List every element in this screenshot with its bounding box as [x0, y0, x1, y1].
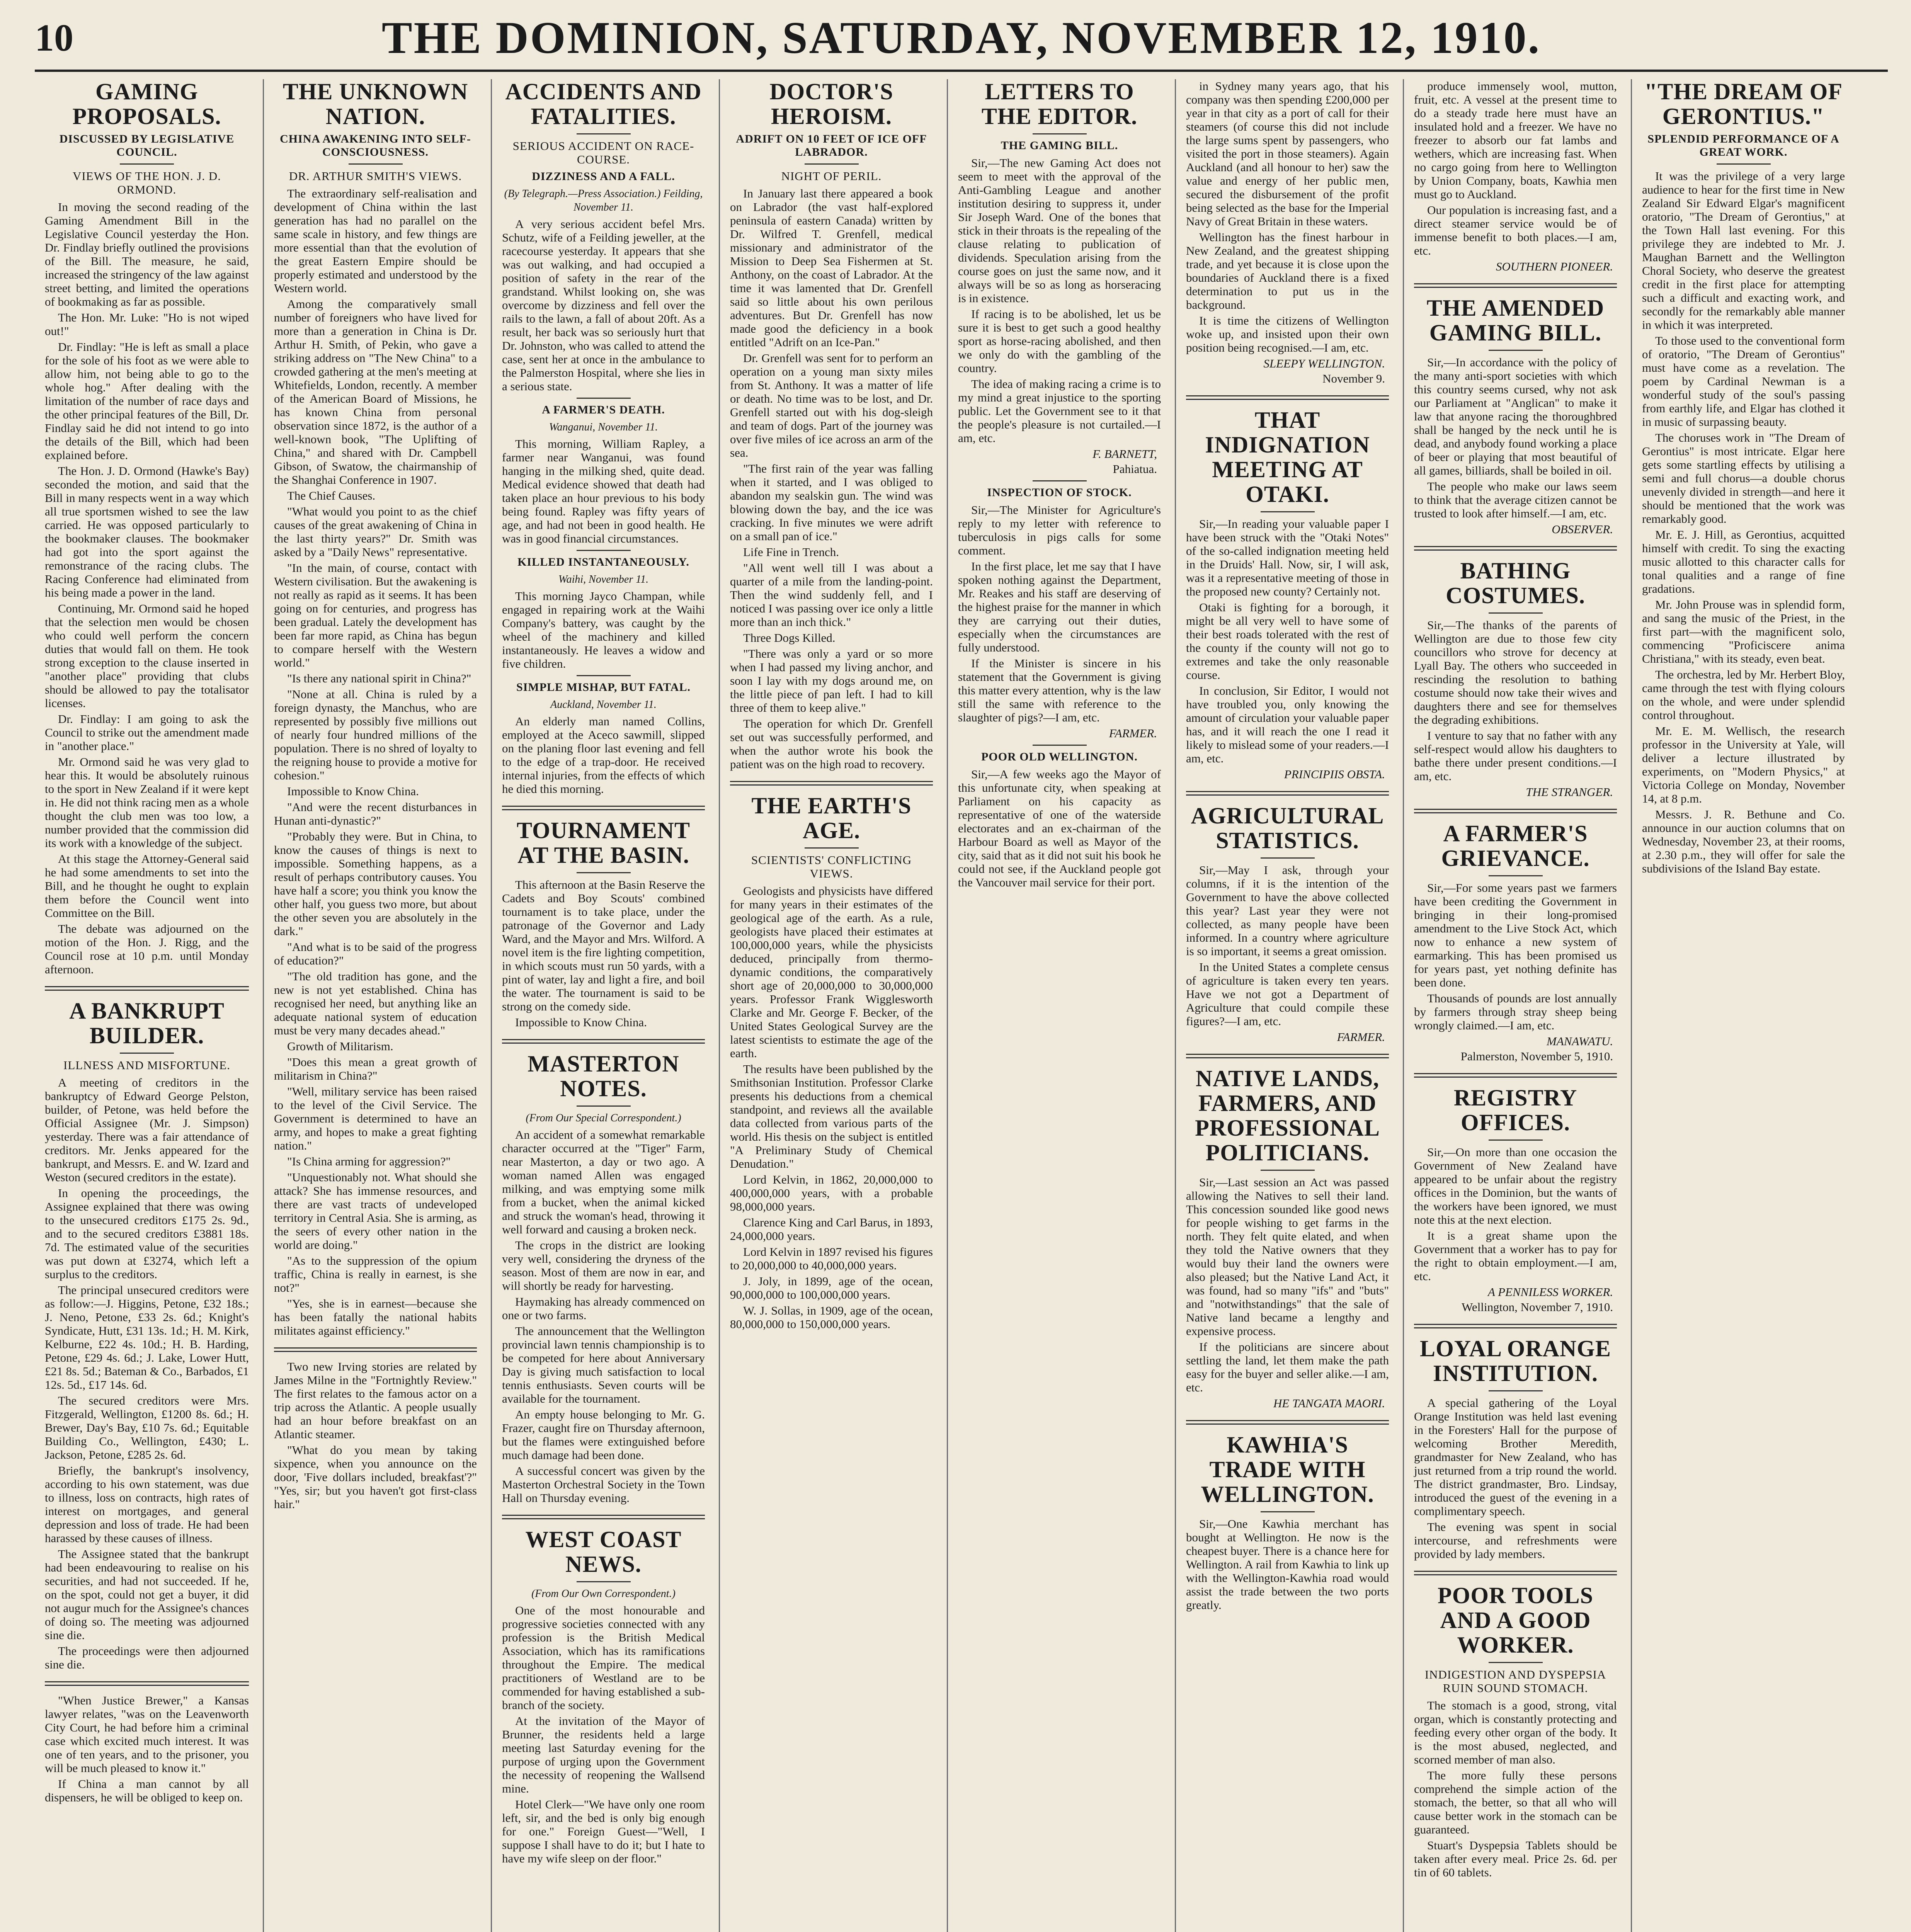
article-kicker: NIGHT OF PERIL. — [781, 169, 882, 183]
article-paragraph: Three Dogs Killed. — [743, 631, 836, 645]
headline-rule — [1717, 163, 1771, 165]
article-headline: POOR TOOLS AND A GOOD WORKER. — [1438, 1583, 1593, 1658]
article-paragraph: J. Joly, in 1899, age of the ocean, 90,000,000 to 100,000,000 years. — [730, 1274, 933, 1301]
article-paragraph: Geologists and physicists have differed for many years in their estimates of the geological age of the earth. As a rule, geologists have placed their estimates at 100,000,000 years, while the physicists deduced, principally from thermo-dynamic conditions, the comparatively short age of 20,000,000 to 30,000,000 years. Professor Frank Wigglesworth Clarke and Mr. George F. Becker, of the United States Geological Survey are the latest scientists to estimate the age of the earth. — [730, 884, 933, 1060]
article-paragraph: Life Fine in Trench. — [743, 545, 839, 559]
article-paragraph: The principal unsecured creditors were as follow:—J. Higgins, Petone, £32 18s.; J. Neno, Petone, £33 2s. 6d.; Knight's Syndicate, Hutt, £31 13s. 1d.; H. M. Kirk, Kelburne, £22 4s. 10d.; H. B. Harding, Petone, £29 4s. 6d.; J. Lake, Lower Hutt, £21 8s. 5d.; Bateman & Co., Barbados, £1 12s. 5d., £17 14s. 6d. — [45, 1283, 249, 1391]
article-headline: MASTERTON NOTES. — [528, 1051, 679, 1101]
article — [730, 79, 933, 771]
article-paragraph: Mr. E. M. Wellisch, the research professor in the University at Yale, will deliver a lecture illustrated by experiments, on "Modern Physics," at Victoria College on Monday, November 14, at 8 p.m. — [1642, 724, 1845, 805]
article-paragraph: The announcement that the Wellington provincial lawn tennis championship is to be competed for here about Anniversary Day is giving much satisfaction to local tennis enthusiasts. Seven courts will be available for the tournament. — [502, 1324, 705, 1405]
article — [1414, 809, 1617, 1063]
subsection-paragraph: In the first place, let me say that I have spoken nothing against the Department, Mr. Reakes and his staff are deserving of the highest praise for the manner in which they are carrying out their duties, especially when the circumstances are fully understood. — [958, 560, 1161, 654]
article-paragraph: A special gathering of the Loyal Orange Institution was held last evening in the Foresters' Hall for the purpose of welcoming Brother Meredith, grandmaster for New Zealand, who has just returned from a trip round the world. The district grandmaster, Bro. Lindsay, introduced the guest of the evening in a complimentary speech. — [1414, 1396, 1617, 1518]
column-1 — [35, 79, 259, 1932]
subsection-dateline: (By Telegraph.—Press Association.) Feilding, November 11. — [504, 188, 703, 213]
article-paragraph: The crops in the district are looking very well, considering the dryness of the season. Most of them are now in ear, and will shortly be ready for harvesting. — [502, 1238, 705, 1293]
letter-signature: FARMER. — [1109, 726, 1157, 740]
article-kicker: SCIENTISTS' CONFLICTING VIEWS. — [751, 853, 912, 880]
article-divider — [502, 1039, 705, 1044]
article-paragraph: "Is there any national spirit in China?" — [287, 672, 471, 685]
article-headline: ACCIDENTS AND FATALITIES. — [505, 79, 702, 129]
article-paragraph: Dr. Grenfell was sent for to perform an operation on a young man sixty miles from St. Anthony. It was a matter of life or death. No time was to be lost, and Dr. Grenfell started out with his dog-sleigh and team of dogs. Part of the journey was over five miles of ice across an arm of the sea. — [730, 351, 933, 459]
article-paragraph: Mr. Ormond said he was very glad to hear this. It would be absolutely ruinous to the sport in New Zealand if it were kept in. He did not think racing men as a whole thought the club men was too low, a number provided that the commission did its work with a knowledge of the subject. — [45, 755, 249, 850]
letter-signature: SOUTHERN PIONEER. — [1496, 260, 1613, 273]
subsection-title: THE GAMING BILL. — [1001, 139, 1118, 152]
article — [1186, 79, 1389, 385]
article-headline: DOCTOR'S HEROISM. — [769, 79, 893, 129]
headline-rule — [1489, 875, 1543, 876]
article-divider — [1186, 1054, 1389, 1058]
letter-signature-place: Pahiatua. — [1113, 462, 1157, 476]
article-paragraph: Mr. John Prouse was in splendid form, and sang the music of the Priest, in the first part—with the magnificent solo, commencing "Proficiscere anima Christiana," with its steady, even beat. — [1642, 598, 1845, 665]
article-kicker: VIEWS OF THE HON. J. D. ORMOND. — [72, 169, 221, 196]
article — [45, 986, 249, 1671]
subsection-dateline: Waihi, November 11. — [558, 573, 649, 585]
article-dateline: (From Our Special Correspondent.) — [526, 1112, 681, 1124]
subsection-paragraph: Sir,—The new Gaming Act does not seem to meet with the approval of the Anti-Gambling League and another institution desiring to suppress it, under Sir Joseph Ward. One of the bones that stick in their throats is the repealing of the clause relating to publication of dividends. Speculation arising from the course goes on just the same now, and it always will be so as long as horseracing is in existence. — [958, 156, 1161, 305]
article-paragraph: Dr. Findlay: I am going to ask the Council to strike out the amendment made in "another place." — [45, 712, 249, 753]
article — [45, 79, 249, 976]
article-paragraph: Clarence King and Carl Barus, in 1893, 24,000,000 years. — [730, 1216, 933, 1243]
article-paragraph: Briefly, the bankrupt's insolvency, according to his own statement, was due to illness, loss on contracts, high rates of interest on mortgages, and general depression and loss of trade. He had been harassed by these causes of illness. — [45, 1464, 249, 1545]
article — [1186, 395, 1389, 781]
article — [1414, 1571, 1617, 1879]
article — [502, 1515, 705, 1865]
article-paragraph: "Well, military service has been raised to the level of the Civil Service. The Government is determined to have an army, and hopes to make a great fighting nation." — [274, 1085, 477, 1152]
article-paragraph: The orchestra, led by Mr. Herbert Bloy, came through the test with flying colours on the whole, and were under splendid control throughout. — [1642, 668, 1845, 722]
article-paragraph: "What do you mean by taking sixpence, when you announce on the door, 'Five dollars included, breakfast'?" "Yes, sir; but you haven't got first-class hair." — [274, 1443, 477, 1511]
article-paragraph: "As to the suppression of the opium traffic, China is really in earnest, is she not?" — [274, 1254, 477, 1294]
headline-rule — [1489, 1662, 1543, 1663]
article-paragraph: In moving the second reading of the Gaming Amendment Bill in the Legislative Council yesterday the Hon. Dr. Findlay briefly outlined the provisions of the Bill. The measure, he said, increased the stringency of the law against street betting, and limited the operations of bookmaking as far as possible. — [45, 200, 249, 308]
article — [958, 79, 1161, 889]
letter-signature: SLEEPY WELLINGTON. — [1263, 357, 1385, 370]
column-7 — [1403, 79, 1627, 1932]
subsection-title: A FARMER'S DEATH. — [542, 403, 665, 416]
article-divider — [1414, 809, 1617, 813]
subsection-paragraph: This morning, William Rapley, a farmer near Wanganui, was found hanging in the milking shed, quite dead. Medical evidence showed that death had taken place an hour previous to his body being found. Rapley was fifty years of age, and had not been in good health. He was in good financial circumstances. — [502, 437, 705, 545]
article-divider — [502, 1515, 705, 1519]
article-headline: A FARMER'S GRIEVANCE. — [1441, 821, 1590, 871]
headline-rule — [1489, 612, 1543, 614]
article-headline: "THE DREAM OF GERONTIUS." — [1644, 79, 1843, 129]
article-paragraph: Sir,—On more than one occasion the Government of New Zealand have appeared to be unfair about the registry offices in the Dominion, but the wants of the workers have been ignored, we must note this at the next election. — [1414, 1145, 1617, 1226]
article-headline: THE AMENDED GAMING BILL. — [1426, 295, 1605, 345]
article-paragraph: "The old tradition has gone, and the new is not yet established. China has recognised her need, but anything like an adequate national system of education must be very many decades ahead." — [274, 969, 477, 1037]
article-paragraph: The extraordinary self-realisation and development of China within the last generation has had no parallel on the same scale in history, and few things are more essential than that the evolution of the great Eastern Empire should be properly estimated and understood by the Western world. — [274, 187, 477, 295]
article-paragraph: The people who make our laws seem to think that the average citizen cannot be trusted to look after himself.—I am, etc. — [1414, 480, 1617, 520]
article-paragraph: The debate was adjourned on the motion of the Hon. J. Rigg, and the Council rose at 10 p.m. until Monday afternoon. — [45, 922, 249, 976]
article-paragraph: The evening was spent in social intercourse, and refreshments were provided by lady members. — [1414, 1520, 1617, 1561]
letter-signature: FARMER. — [1337, 1030, 1385, 1044]
article-divider — [1186, 395, 1389, 400]
column-8 — [1631, 79, 1855, 1932]
subsection-rule — [577, 550, 631, 551]
article-paragraph: "Unquestionably not. What should she attack? She has immense resources, and there are vast tracts of undeveloped territory in Central Asia. She is arming, as the seers of every other nation in the world are doing." — [274, 1170, 477, 1252]
article-paragraph: An accident of a somewhat remarkable character occurred at the "Tiger" Farm, near Masterton, a day or two ago. A woman named Allen was engaged milking, and was emptying some milk from a bucket, when the animal kicked and struck the woman's head, throwing it well forward and causing a broken neck. — [502, 1128, 705, 1236]
subsection-paragraph: This morning Jayco Champan, while engaged in repairing work at the Waihi Company's battery, was caught by the wheel of the machinery and killed instantaneously. He leaves a widow and five children. — [502, 589, 705, 670]
article-headline: A BANKRUPT BUILDER. — [69, 998, 225, 1048]
article-divider — [1414, 1571, 1617, 1575]
article-paragraph: "Probably they were. But in China, to know the causes of things is next to impossible. Something happens, as a result of perhaps contributory causes. You have half a score; you think you know the other half, you guess two more, but about the other seven you are absolutely in the dark." — [274, 830, 477, 938]
headline-rule — [120, 163, 174, 165]
article-paragraph: I venture to say that no father with any self-respect would allow his daughters to bathe there under present conditions.—I am, etc. — [1414, 729, 1617, 783]
article-paragraph: Sir,—Last session an Act was passed allowing the Natives to sell their land. This concession sounded like good news for people wishing to get farms in the north. They felt quite elated, and when they told the Native owners that they would buy their land the owners were also pleased; but the Native Land Act, it was found, had so many "ifs" and "buts" and "notwithstandings" that the sale of Native land became a lengthy and expensive process. — [1186, 1175, 1389, 1338]
letter-signature: HE TANGATA MAORI. — [1273, 1396, 1385, 1410]
subsection-paragraph: If racing is to be abolished, let us be sure it is best to get such a good healthy sport as horse-racing abolished, and then we only do with the gambling of the country. — [958, 307, 1161, 375]
article-paragraph: One of the most honourable and progressive societies connected with any profession is the British Medical Association, which has its ramifications throughout the Empire. The medical practitioners of Westland are to be commended for having established a sub-branch of the society. — [502, 1604, 705, 1712]
headline-rule — [1489, 1390, 1543, 1391]
article-headline: BATHING COSTUMES. — [1446, 558, 1585, 608]
article-paragraph: It is time the citizens of Wellington woke up, and insisted upon their own position being recognised.—I am, etc. — [1186, 314, 1389, 354]
article-paragraph: produce immensely wool, mutton, fruit, etc. A vessel at the present time to do a steady trade here must have an insulated hold and a freezer. We have no freezer to absorb our fat lambs and wethers, which are increasing fast. When no cargo going from here to Wellington by Union Company, boats, Kawhia men must go to Auckland. — [1414, 79, 1617, 201]
headline-rule — [805, 847, 859, 849]
article-divider — [1414, 283, 1617, 288]
article-paragraph: The Assignee stated that the bankrupt had been endeavouring to realise on his securities, and had not succeeded. If he, on the spot, could not get a buyer, it did not augur much for the Assignee's chances of doing so. The meeting was adjourned sine die. — [45, 1547, 249, 1642]
article — [1414, 1324, 1617, 1561]
article-paragraph: The Hon. Mr. Luke: "Ho is not wiped out!" — [45, 311, 249, 338]
article-headline: REGISTRY OFFICES. — [1453, 1085, 1577, 1135]
article-paragraph: in Sydney many years ago, that his company was then spending £200,000 per year in that city as a port of call for their steamers (of course this did not include the large sums spent by passengers, who visited the port in those steamers). Again Auckland (and all honour to her) saw the value and energy of her public men, secured the disbursement of the profit being selected as the base for the Imperial Navy of Great Britain in these waters. — [1186, 79, 1389, 228]
article-paragraph: The stomach is a good, strong, vital organ, which is constantly protecting and feeding every other organ of the body. It is the most abused, neglected, and scorned member of man also. — [1414, 1699, 1617, 1766]
article — [502, 79, 705, 796]
article-paragraph: The choruses work in "The Dream of Gerontius" is most intricate. Elgar here gets some startling effects by utilising a semi and full chorus—a double chorus unevenly divided in strength—and here it should be mentioned that the work was remarkably good. — [1642, 431, 1845, 526]
article — [1414, 546, 1617, 799]
letter-signature-place: Wellington, November 7, 1910. — [1462, 1300, 1613, 1314]
article-paragraph: Sir,—May I ask, through your columns, if it is the intention of the Government to have the above collected this year? Last year they were not collected, as many people have been informed. In a country where agriculture is so important, it seems a great omission. — [1186, 863, 1389, 958]
article-paragraph: At the invitation of the Mayor of Brunner, the residents held a large meeting last Saturday evening for the purpose of urging upon the Government the necessity of reopening the Wallsend mine. — [502, 1714, 705, 1795]
article-paragraph: "The first rain of the year was falling when it started, and I was obliged to abandon my sealskin gun. The wind was blowing down the bay, and the ice was cracking. In five minutes we were adrift on a small pan of ice." — [730, 462, 933, 543]
subsection-dateline: Wanganui, November 11. — [549, 421, 658, 433]
letter-signature: THE STRANGER. — [1526, 785, 1613, 799]
article — [1414, 79, 1617, 273]
article-paragraph: In the United States a complete census of agriculture is taken every ten years. Have we not got a Department of Agriculture that could compile these figures?—I am, etc. — [1186, 960, 1389, 1028]
article-paragraph: Growth of Militarism. — [287, 1039, 393, 1053]
letter-signature: MANAWATU. — [1546, 1034, 1613, 1048]
article-paragraph: Hotel Clerk—"We have only one room left, sir, and the bed is only big enough for one." Foreign Guest—"Well, I suppose I shall have to do it; but I hate to have my wife sleep on der floor." — [502, 1798, 705, 1865]
article-headline: NATIVE LANDS, FARMERS, AND PROFESSIONAL POLITICIANS. — [1195, 1066, 1380, 1165]
article — [1186, 1420, 1389, 1612]
headline-rule — [349, 163, 403, 165]
article-paragraph: Continuing, Mr. Ormond said he hoped that the selection men would be chosen who could well perform the concern duties that would fall on them. He took strong exception to the clause inserted in "another place" providing that clubs should be allowed to pay the totalisator licenses. — [45, 602, 249, 710]
article-paragraph: Sir,—For some years past we farmers have been crediting the Government in bringing in their long-promised amendment to the Live Stock Act, which now to enhance a new system of earmarking. This has been promised us for years past, yet nothing definite has been done. — [1414, 881, 1617, 989]
article-paragraph: A meeting of creditors in the bankruptcy of Edward George Pelston, builder, of Petone, was held before the Official Assignee (Mr. J. Simpson) yesterday. There was a fair attendance of creditors. Mr. Jenks appeared for the bankrupt, and Messrs. E. and W. Izard and Weston (secured creditors in the estate). — [45, 1076, 249, 1184]
subsection-rule — [1033, 745, 1087, 746]
article-paragraph: Impossible to Know China. — [287, 784, 419, 798]
article-paragraph: Sir,—One Kawhia merchant has bought at Wellington. He now is the cheapest buyer. There is a chance here for Wellington. A rail from Kawhia to link up with the Wellington-Kawhia road would assist the trade between the two ports greatly. — [1186, 1517, 1389, 1612]
article-paragraph: In conclusion, Sir Editor, I would not have troubled you, only knowing the amount of circulation your valuable paper has, and it will reach the one I read it likely to mislead some of your readers.—I am, etc. — [1186, 684, 1389, 765]
article-paragraph: "And were the recent disturbances in Hunan anti-dynastic?" — [274, 800, 477, 827]
headline-rule — [120, 1053, 174, 1054]
article-divider — [1186, 1420, 1389, 1425]
article-paragraph: This afternoon at the Basin Reserve the Cadets and Boy Scouts' combined tournament is to take place, under the patronage of the Governor and Lady Ward, and the Mayor and Mrs. Wilford. A novel item is the fire lighting competition, in which scouts must run 50 yards, with a pint of water, lay and light a fire, and boil the water. The tournament is said to be strong on the comedy side. — [502, 878, 705, 1013]
article-paragraph: It was the privilege of a very large audience to hear for the first time in New Zealand Sir Edward Elgar's magnificent oratorio, "The Dream of Gerontius," at the Town Hall last evening. For this privilege they are indebted to Mr. J. Maughan Barnett and the Wellington Choral Society, who deserve the greatest credit in the first place for attempting such a difficult and exacting work, and secondly for the remarkably able manner in which it was interpreted. — [1642, 169, 1845, 332]
subsection-paragraph: If the Minister is sincere in his statement that the Government is giving this matter every attention, why is the law still the same with reference to the slaughter of pigs?—I am, etc. — [958, 656, 1161, 724]
article-divider — [730, 781, 933, 786]
article-subhead: SPLENDID PERFORMANCE OF A GREAT WORK. — [1647, 133, 1840, 158]
article-paragraph: "None at all. China is ruled by a foreign dynasty, the Manchus, who are represented by possibly five millions out of nearly four hundred millions of the population. There is no shred of loyalty to the reigning house to provide a motive for cohesion." — [274, 687, 477, 782]
article-paragraph: Impossible to Know China. — [515, 1015, 647, 1029]
article-paragraph: An empty house belonging to Mr. G. Frazer, caught fire on Thursday afternoon, but the flames were extinguished before much damage had been done. — [502, 1408, 705, 1462]
article-paragraph: If the politicians are sincere about settling the land, let them make the path easy for the buyer and seller alike.—I am, etc. — [1186, 1340, 1389, 1394]
article-paragraph: Stuart's Dyspepsia Tablets should be taken after every meal. Price 2s. 6d. per tin of 60 tablets. — [1414, 1838, 1617, 1879]
article-headline: WEST COAST NEWS. — [525, 1527, 682, 1577]
article-paragraph: To those used to the conventional form of oratorio, "The Dream of Gerontius" must have come as a revelation. The poem by Cardinal Newman is a wonderful study of the soul's passing from earthly life, and Elgar has clothed it in music of surpassing beauty. — [1642, 334, 1845, 429]
article-paragraph: The secured creditors were Mrs. Fitzgerald, Wellington, £1200 8s. 6d.; H. Brewer, Day's Bay, £10 7s. 6d.; Equitable Building Co., Wellington, £430; L. Jackson, Petone, £285 2s. 6d. — [45, 1394, 249, 1461]
article-paragraph: Mr. E. J. Hill, as Gerontius, acquitted himself with credit. To sing the exacting music allotted to this character calls for tonal qualities and a range of fine gradations. — [1642, 528, 1845, 595]
article-paragraph: W. J. Sollas, in 1909, age of the ocean, 80,000,000 to 150,000,000 years. — [730, 1304, 933, 1331]
article-headline: LOYAL ORANGE INSTITUTION. — [1420, 1336, 1611, 1386]
headline-rule — [1261, 511, 1315, 512]
subsection-title: INSPECTION OF STOCK. — [987, 486, 1132, 499]
subsection-rule — [577, 675, 631, 676]
article-paragraph: Two new Irving stories are related by James Milne in the "Fortnightly Review." The first relates to the famous actor on a trip across the Atlantic. A people usually had an hour before breakfast on an Atlantic steamer. — [274, 1360, 477, 1441]
letter-signature-place: Palmerston, November 5, 1910. — [1460, 1049, 1613, 1063]
article-paragraph: "And what is to be said of the progress of education?" — [274, 940, 477, 967]
article-dateline: (From Our Own Correspondent.) — [531, 1588, 676, 1600]
article-kicker: DR. ARTHUR SMITH'S VIEWS. — [289, 169, 462, 183]
article-paragraph: The proceedings were then adjourned sine die. — [45, 1644, 249, 1671]
article-kicker: INDIGESTION AND DYSPEPSIA RUIN SOUND STOMACH. — [1424, 1668, 1606, 1695]
article-paragraph: "Yes, she is in earnest—because she has been fatally the national habits militates against efficiency." — [274, 1297, 477, 1337]
subsection-paragraph: The idea of making racing a crime is to my mind a great injustice to the sporting public. Let the Government see to it that the people's pleasure is not curtailed.—I am, etc. — [958, 377, 1161, 445]
letter-signature: A PENNILESS WORKER. — [1487, 1285, 1613, 1299]
headline-rule — [1261, 1170, 1315, 1171]
article-subhead: DISCUSSED BY LEGISLATIVE COUNCIL. — [59, 133, 235, 158]
article-paragraph: A successful concert was given by the Masterton Orchestral Society in the Town Hall on Thursday evening. — [502, 1464, 705, 1505]
article-paragraph: "When Justice Brewer," a Kansas lawyer relates, "was on the Leavenworth City Court, he had before him a criminal case which excited much interest. It was one of ten years, and to the prisoner, you will be much pleased to know it." — [45, 1694, 249, 1775]
article-paragraph: The operation for which Dr. Grenfell set out was successfully performed, and when the author wrote his book the patient was on the high road to recovery. — [730, 717, 933, 771]
article-paragraph: Lord Kelvin, in 1862, 20,000,000 to 400,000,000 years, with a probable 98,000,000 years. — [730, 1173, 933, 1213]
article — [1186, 1054, 1389, 1410]
subsection-paragraph: Sir,—A few weeks ago the Mayor of this unfortunate city, when speaking at Parliament on his capacity as representative of one of the waterside electorates and an ex-chairman of the Harbour Board as well as Mayor of the city, said that as it did not suit his book he could not see, if the Auckland people got the Vancouver mail service for their port. — [958, 767, 1161, 889]
article-divider — [45, 986, 249, 991]
article-headline: THAT INDIGNATION MEETING AT OTAKI. — [1205, 407, 1370, 507]
subsection-paragraph: Sir,—The Minister for Agriculture's reply to my letter with reference to tuberculosis in pigs calls for some comment. — [958, 503, 1161, 557]
article-divider — [1414, 1073, 1617, 1078]
article-paragraph: Lord Kelvin in 1897 revised his figures to 20,000,000 to 40,000,000 years. — [730, 1245, 933, 1272]
article-paragraph: Sir,—The thanks of the parents of Wellington are due to those few city councillors who strove for decency at Lyall Bay. The others who succeeded in rescinding the resolution to bathing costume should now take their wives and daughters there and see for themselves the degrading exhibitions. — [1414, 618, 1617, 726]
article-headline: TOURNAMENT AT THE BASIN. — [517, 818, 690, 868]
article — [502, 806, 705, 1029]
article-paragraph: Our population is increasing fast, and a direct steamer service would be of immense benefit to both places.—I am, etc. — [1414, 203, 1617, 257]
article — [1414, 283, 1617, 536]
article-paragraph: In January last there appeared a book on Labrador (the vast half-explored peninsula of eastern Canada) written by Dr. Wilfred T. Grenfell, medical missionary and administrator of the Mission to Deep Sea Fishermen at St. Anthony, on the coast of Labrador. At the time it was lamented that Dr. Grenfell said so little about his own perilous adventures. But Dr. Grenfell has now made good the deficiency in a book entitled "Adrift on an Ice-Pan." — [730, 187, 933, 349]
article-paragraph: "In the main, of course, contact with Western civilisation. But the awakening is not really as rapid as it seems. It has been going on for centuries, and progress has been gradual. Lately the development has been far more rapid, as China has begun to compare herself with the Western world." — [274, 561, 477, 669]
article-headline: THE EARTH'S AGE. — [751, 793, 912, 843]
article-paragraph: "There was only a yard or so more when I had passed my living anchor, and soon I lay with my dogs around me, on the little piece of pan left. I had to kill three of them to keep alive." — [730, 647, 933, 714]
column-4 — [719, 79, 943, 1932]
subsection-rule — [1033, 480, 1087, 481]
article — [1186, 791, 1389, 1044]
article-paragraph: Thousands of pounds are lost annually by farmers through stray sheep being wrongly claimed.—I am, etc. — [1414, 992, 1617, 1032]
article-paragraph: Messrs. J. R. Bethune and Co. announce in our auction columns that on Wednesday, November 23, at their rooms, at 2.30 p.m., they will offer for sale the subdivisions of the Island Bay estate. — [1642, 808, 1845, 875]
article-paragraph: Dr. Findlay: "He is left as small a place for the sole of his foot as we were able to allow him, not being able to go to the whole hog." After dealing with the limitation of the number of race days and the other principal features of the Bill, Dr. Findlay said he did not intend to go into the details of the Bill, which had been explained before. — [45, 340, 249, 462]
article-divider — [1414, 1324, 1617, 1328]
page-number: 10 — [35, 16, 73, 59]
article-paragraph: The Hon. J. D. Ormond (Hawke's Bay) seconded the motion, and said that the Bill in many respects went in a way which all true sportsmen wished to see the law carried. He was opposed particularly to the bookmaker clauses. The bookmaker had got into the sport against the remonstrance of the racing clubs. The Racing Conference had eliminated from his being made a power in the land. — [45, 464, 249, 599]
column-6 — [1175, 79, 1399, 1932]
headline-rule — [577, 872, 631, 873]
article-headline: THE UNKNOWN NATION. — [282, 79, 468, 129]
article — [274, 79, 477, 1337]
article-paragraph: In opening the proceedings, the Assignee explained that there was owing to the unsecured creditors £175 2s. 9d., and to the secured creditors £3881 18s. 7d. The estimated value of the securities was put down at £3274, which left a surplus to the creditors. — [45, 1186, 249, 1281]
column-3 — [491, 79, 715, 1932]
article — [1414, 1073, 1617, 1314]
article-headline: KAWHIA'S TRADE WITH WELLINGTON. — [1201, 1432, 1374, 1507]
subsection-dateline: Auckland, November 11. — [550, 699, 657, 711]
subsection-paragraph: A very serious accident befel Mrs. Schutz, wife of a Feilding jeweller, at the racecourse yesterday. It appears that she was out walking, and had occupied a position of safety in the rear of the grandstand. Whilst looking on, she was overcome by dizziness and fell over the rails to the lawn, a fall of about 20ft. As a result, her back was so seriously hurt that Dr. Johnston, who was called to attend the case, sent her at once in the ambulance to the Palmerston Hospital, where she lies in a serious state. — [502, 217, 705, 393]
subsection-paragraph: An elderly man named Collins, employed at the Aceco sawmill, slipped on the planing floor last evening and fell to the edge of a trap-door. He received internal injuries, from the effects of which he died this morning. — [502, 714, 705, 796]
article-paragraph: The results have been published by the Smithsonian Institution. Professor Clarke presents his deductions from a chemical standpoint, and reviews all the available data collected from various parts of the world. His thesis on the subject is entitled "A Preliminary Study of Chemical Denudation." — [730, 1062, 933, 1170]
article-divider — [1414, 546, 1617, 551]
article-kicker: ILLNESS AND MISFORTUNE. — [63, 1058, 230, 1072]
article-paragraph: "All went well till I was about a quarter of a mile from the landing-point. Then the wind suddenly fell, and I noticed I was passing over ice only a little more than an inch thick." — [730, 561, 933, 629]
article-kicker: SERIOUS ACCIDENT ON RACE-COURSE. — [512, 139, 694, 166]
subsection-title: KILLED INSTANTANEOUSLY. — [517, 556, 689, 568]
article-paragraph: It is a great shame upon the Government that a worker has to pay for the right to obtain employment.—I am, etc. — [1414, 1229, 1617, 1283]
headline-rule — [1261, 1511, 1315, 1512]
article-divider — [1186, 791, 1389, 796]
headline-rule — [805, 163, 859, 165]
article — [730, 781, 933, 1331]
headline-rule — [1489, 1139, 1543, 1141]
article-divider — [45, 1681, 249, 1686]
article-headline: AGRICULTURAL STATISTICS. — [1191, 803, 1384, 853]
article-paragraph: "Does this mean a great growth of militarism in China?" — [274, 1055, 477, 1082]
article-paragraph: Wellington has the finest harbour in New Zealand, and the greatest shipping trade, and yet because it is close upon the boundaries of Auckland there is a fixed determination to put us in the background. — [1186, 230, 1389, 311]
letter-signature: F. BARNETT, — [1092, 447, 1157, 461]
headline-rule — [577, 133, 631, 134]
article-headline: GAMING PROPOSALS. — [72, 79, 221, 129]
headline-rule — [1033, 133, 1087, 134]
article-paragraph: "Is China arming for aggression?" — [287, 1155, 451, 1168]
article-headline: LETTERS TO THE EDITOR. — [981, 79, 1138, 129]
article — [45, 1681, 249, 1804]
article-subhead: ADRIFT ON 10 FEET OF ICE OFF LABRADOR. — [736, 133, 927, 158]
article — [274, 1347, 477, 1511]
headline-rule — [1489, 350, 1543, 351]
letter-signature: OBSERVER. — [1552, 522, 1613, 536]
masthead-title: THE DOMINION, SATURDAY, NOVEMBER 12, 1910. — [381, 12, 1541, 63]
headline-rule — [577, 1105, 631, 1107]
article-paragraph: Among the comparatively small number of foreigners who have lived for more than a generation in China is Dr. Arthur H. Smith, of Pekin, who gave a striking address on "The New China" to a crowded gathering at the men's meeting at Whitefields, London, recently. A member of the American Board of Missions, he has known China from personal observation since 1872, is the author of a well-known book, "The Uplifting of China," and shared with Dr. Campbell Gibson, of Swatow, the chairmanship of the Shanghai Conference in 1907. — [274, 297, 477, 486]
headline-rule — [577, 1581, 631, 1582]
article-divider — [502, 806, 705, 810]
article-paragraph: At this stage the Attorney-General said he had some amendments to set into the Bill, and he thought he ought to explain them before the Council went into Committee on the Bill. — [45, 852, 249, 920]
subsection-title: POOR OLD WELLINGTON. — [981, 750, 1138, 763]
column-5 — [947, 79, 1171, 1932]
article-paragraph: Sir,—In reading your valuable paper I have been struck with the "Otaki Notes" of the so-called indignation meeting held in the Druids' Hall. Now, sir, I will ask, was it a representative meeting of those in the proposed new county? Certainly not. — [1186, 517, 1389, 598]
letter-signature-place: November 9. — [1322, 372, 1385, 385]
subsection-rule — [577, 398, 631, 399]
article-paragraph: Haymaking has already commenced on one or two farms. — [502, 1295, 705, 1322]
article-paragraph: The more fully these persons comprehend the simple action of the stomach, the better, so that all who will cause better work in the stomach can be guaranteed. — [1414, 1769, 1617, 1836]
article-subhead: CHINA AWAKENING INTO SELF-CONSCIOUSNESS. — [280, 133, 471, 158]
subsection-title: DIZZINESS AND A FALL. — [532, 170, 675, 183]
masthead — [35, 12, 1888, 72]
headline-rule — [1261, 857, 1315, 859]
article-paragraph: The Chief Causes. — [287, 489, 376, 502]
article — [1642, 79, 1845, 875]
article-paragraph: Otaki is fighting for a borough, it might be all very well to have some of their best roads tolerated with the rest of the county if the county will not go to extremes and take the only reasonable course. — [1186, 600, 1389, 682]
article-paragraph: "What would you point to as the chief causes of the great awakening of China in the last thirty years?" Dr. Smith was asked by a "Daily News" representative. — [274, 505, 477, 559]
article-divider — [274, 1347, 477, 1352]
article — [502, 1039, 705, 1505]
column-2 — [263, 79, 487, 1932]
subsection-title: SIMPLE MISHAP, BUT FATAL. — [516, 681, 691, 694]
letter-signature: PRINCIPIIS OBSTA. — [1284, 767, 1385, 781]
article-paragraph: Sir,—In accordance with the policy of the many anti-sport societies with which this country seems cursed, why not ask our Parliament at "Anglican" to make it law that anyone racing the thoroughbred shall be hanged by the neck until he is dead, and anybody found working a place of beer or playing that most beautiful of all games, billiards, shall be boiled in oil. — [1414, 355, 1617, 477]
article-paragraph: If China a man cannot by all dispensers, he will be obliged to keep on. — [45, 1777, 249, 1804]
